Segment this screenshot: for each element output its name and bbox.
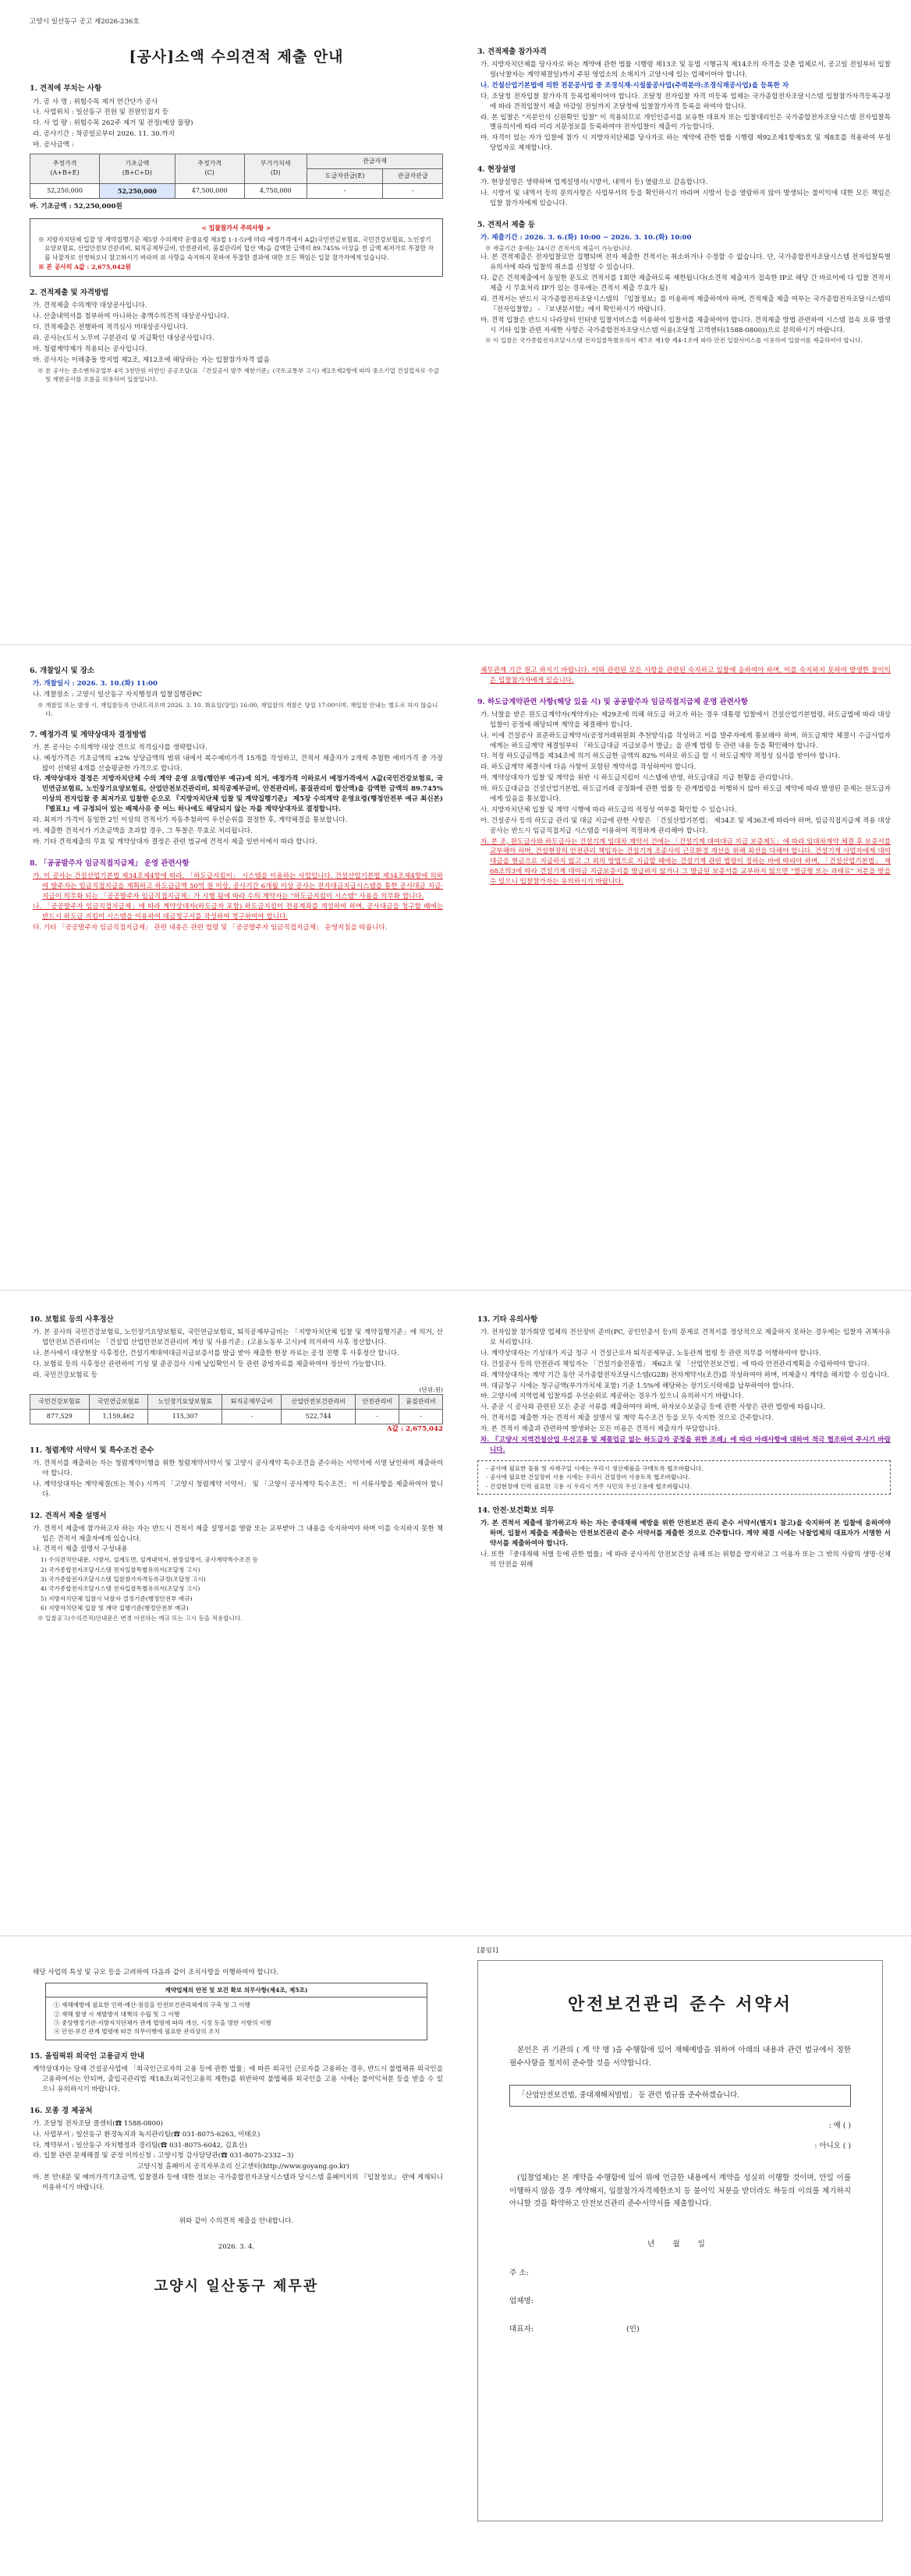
section-8-title: 8. 「공공발주자 임금직접지급제」 운영 관련사항 <box>30 858 190 868</box>
section-13-item: 사. 준공 시 공사와 관련된 모든 준공 서류를 제출하여야 하며, 하자보수보증금 등에 관한 사항은 관련 법령에 따릅니다. <box>480 1403 826 1412</box>
section-3-item: 가. 지방자치단체를 당사자로 하는 계약에 관한 법률 시행령 제13조 및 동법 시행규칙 제14조의 자격을 갖춘 업체로서, 공고일 전일부터 입찰일(낙찰자는 계약체결일)까지 주된 영업소의 소재지가 고양시에 있는 업체이어야 합니다. <box>480 61 891 79</box>
insurance-header: 퇴직공제부금비 <box>222 1394 282 1409</box>
company-row <box>509 2296 851 2307</box>
section-13-item: 다. 건설공사 등의 안전관리 책임자는 「건설기술진흥법」 제62조 및 「산업안전보건법」에 따라 안전관리계획을 수립하여야 합니다. <box>480 1360 870 1368</box>
section-7-item: 가. 본 공사는 수의계약 대상 견으로 적격심사를 생략합니다. <box>33 743 207 752</box>
section-5-item: 나. 본 견적제출은 전자입찰로만 집행되며 전자 제출한 견적서는 취소하거나 수정할 수 없습니다. 단, 국가종합전자조달시스템 전자입찰특별유의서에 따라 입찰의 취소를 신청할 수 있습니다. <box>480 253 891 272</box>
section-1-item: 나. 사업위치 : 일산동구 전원 및 전원인접지 등 <box>33 108 169 117</box>
section-10-item: 다. 보험료 등의 사후정산 관련하여 기성 및 준공검사 시에 납입확인서 등 관련 증빙자료를 제출하여야 정산이 가능합니다. <box>33 1360 387 1368</box>
page2-right-column <box>477 666 891 888</box>
price-cell: 47,500,000 <box>175 183 244 198</box>
section-8-item: 가. 이 공사는 건설산업기본법 제34조제4항에 따라, 「하도급지킴이」 시스템을 이용하는 사업입니다. 건설산업기본법 제34조제4항에 의하여 발주자는 임금직접지급을 계획하고 하도급금액 50억 원 이상, 공사기간 6개월 이상 공사는 전자대금지급시스템을 통한 공사대금 지급·지급이 의무화 되는 「공공발주자 임금직접지급제」가 시행 됨에 따라 수의 계약자는 "하도급지킴이 시스템" 사용을 의무화 합니다. <box>33 872 443 901</box>
notice-date: 2026. 3. 4. <box>218 2242 255 2251</box>
section-3-title: 3. 견적제출 참가자격 <box>477 48 547 56</box>
section-11-item: 가. 견적서를 제출하는 자는 청렴계약이행을 위한 청렴계약서약서 및 고양시 공사계약 특수조건을 준수하는 서약서에 서명 날인하여 제출하여야 합니다. <box>33 1459 443 1477</box>
section-3-item: 라. 본 입찰은 "지문인식 신원확인 입찰" 이 적용되므로 개인인증서를 보유한 대표자 또는 입찰대리인은 국가종합전자조달시스템 전자입찰특별유의서에 따라 미리 지문정보를 등록하여야 전자입찰이 제출이 가능합니다. <box>480 113 891 132</box>
section-7-item: 나. 예정가격은 기초금액의 ±2% 상당금액의 범위 내에서 복수예비가격 15개를 작성하고, 견적서 제출자가 2개씩 추첨한 예비가격 중 가장 많이 선택된 4개를 산술평균한 가격으로 합니다. <box>33 754 443 773</box>
insurance-cell: 522,744 <box>282 1409 356 1424</box>
section-9-item: 마. 계약상대자가 입찰 및 계약을 위반 시 하도급지킴이 시스템에 반영, 하도급대금 지급 현황을 관리합니다. <box>480 774 793 783</box>
price-cell: 52,250,000 <box>30 183 100 198</box>
insurance-header: 국민건강보험료 <box>30 1394 90 1409</box>
section-1-item: 가. 공 사 명 : 위험수목 제거 연간단가 공사 <box>33 97 158 106</box>
section-8-item: 나. 「공공발주자 임금직접지급제」에 따라 계약상대자(하도급자 포함) 하도급지킴이 전용계좌를 개설하여 하며, 공사대금을 청구할 때에는 반드시 하도급 지킴이 시스템을 이용하여 대금청구서를 작성하여 청구하여야 합니다. <box>33 903 443 922</box>
section-13-item: 마. 대금청구 시에는 청구금액(부가가치세 포함) 기준 1.5%에 해당하는 장기도시락세를 납부하여야 합니다. <box>480 1382 794 1390</box>
price-table-header: 추정가격 (C) <box>175 154 244 183</box>
page2-left-column <box>30 666 443 934</box>
pledge-paragraph-2: (입찰업체)는 본 계약을 수행함에 있어 위에 언급한 내용에서 계약을 성실히 이행할 것이며, 만일 이를 이행하지 않음 경우 계약해지, 입찰참가자격제한조치 등 불이익 처분을 받더라도 하등의 이의를 제기하지 아니할 것을 확약하고 안전보건관리 준수서약서를 제출합니다. <box>509 2173 851 2209</box>
section-2-item: 다. 견적제출은 전행하여 적격심사 미대상공사입니다. <box>33 324 189 332</box>
section-12-subitem: 6) 지방자치단체 입찰 및 계약 집행기준(행정안전부 예규) <box>41 1605 189 1612</box>
section-12-title: 12. 견적서 제출 설명서 <box>30 1511 107 1520</box>
page3-left-column <box>30 1315 443 1622</box>
unit-label: (단위:원) <box>419 1385 443 1393</box>
section-16-title: 16. 모종 경 제공처 <box>30 2106 93 2115</box>
pledge-yes-row <box>509 2121 851 2132</box>
section-12-subitem: 4) 국가종합전자조달시스템 전자입찰특별유의서(조달청 고시) <box>41 1585 200 1593</box>
section-10-title: 10. 보험료 등의 사후정산 <box>30 1315 114 1324</box>
section-12-subitem: 5) 지방자치단체 입찰시 낙찰자 결정기준(행정안전부 예규) <box>41 1594 193 1602</box>
pledge-yes-option[interactable]: : 예 ( ) <box>828 2121 851 2130</box>
section-2-item: 라. 공사는(도서 노무비 구분관리 및 지급확인 대상공사입니다. <box>33 334 214 343</box>
price-table <box>30 154 443 199</box>
insurance-cell: 1,159,462 <box>89 1409 148 1424</box>
price-cell: - <box>383 183 443 198</box>
base-price-summary: 바. 기초금액 : 52,250,000원 <box>30 202 122 211</box>
cooperation-line: - 건설현장에 인력 필요한 고용 시 우리시 거주 시민의 우선고용에 협조바랍니다. <box>486 1482 692 1490</box>
continued-text: 해당 사업의 특성 및 규모 등을 고려하여 다음과 같이 조치사항을 이행하여야 합니다. <box>33 1969 279 1976</box>
section-14-title: 14. 안전·보건확보 의무 <box>477 1506 555 1515</box>
table-row <box>30 183 443 198</box>
section-7-item: 바. 기타 견적제출의 무효 및 계약상대자 결정은 관련 법규에 견적서 제출 일반서에서 따라 합니다. <box>33 837 317 846</box>
section-3-item-text: 나. 건설산업기본법에 의한 전문공사업 중 조경식재·시설물공사업(주력분야:조경식재공사업)을 등록한 자 <box>480 81 789 90</box>
price-table-header: 기초금액 (B+C+D) <box>100 154 175 183</box>
section-1-item: 라. 공사기간 : 착공일로부터 2026. 11. 30.까지 <box>33 130 175 139</box>
insurance-table <box>30 1394 443 1424</box>
price-cell: - <box>307 183 383 198</box>
section-4-item: 가. 현장설명은 생략하며 업계설명서(시방서, 내역서 등) 열람으로 갈음합니다. <box>480 179 708 187</box>
safety-box-body <box>46 1997 427 2040</box>
bidder-caution-box <box>30 218 443 277</box>
insurance-cell: 877,529 <box>30 1409 90 1424</box>
section-12-note: ※ 입찰공고(수의견적)안내문은 변경 이전하는 예규 또는 고시 등을 적용합니다. <box>37 1614 243 1622</box>
a-value-sum: A값 : 2,675,042 <box>387 1424 443 1433</box>
insurance-cell: 115,307 <box>148 1409 222 1424</box>
contact-item: 다. 계약부서 : 일산동구 자치행정과 경리팀(☎ 031-8075-6042, 김효신) <box>33 2141 247 2150</box>
section-10-item: 나. 본사에서 대상현장 사후정산, 건설기계대여대금지급보증서를 발급 받아 제출한 현장 자료는 공정 진행 후 사후정산 합니다. <box>33 1349 399 1357</box>
section-10-item: 가. 본 공사의 국민건강보험료, 노인장기요양보험료, 국민연금보험료, 퇴직공제부금비는 「지방자치단체 입찰 및 계약집행기준」에 의거, 산업안전보건관리비는 「건설업 산업안전보건관리비 계상 및 사용기준」(고용노동부 고시)에 의거하여 사후 정산합니다. <box>33 1329 443 1346</box>
section-9-item: 가. 낙찰을 받은 원도급계약자(계약자)는 제29조에 의해 하도급 하고자 하는 경우 대통령 입찰에서 건설산업기본법령, 하도급법에 따라 대상 입찰이 공정에 해당되며 계약을 체결해야 합니다. <box>480 710 891 729</box>
section-13-item: 가. 전자입찰 참가희망 업체의 전산장비 준비(PC, 공인인증서 등)의 문제로 견적서를 정상적으로 제출하지 못하는 경우에는 입찰자 귀책사유로 처리합니다. <box>480 1329 891 1346</box>
caution-line: ※ 지방자치단체 입찰 및 계약집행기준 제5장 수의계약 운영요령 제3절 1-1-5)에 따라 예정가격에서 A값(국민연금보험료, 국민건강보험료, 노인장기요양보험료, 산업안전보건관리비, 퇴직공제부금비, 안전관리비, 품질관리비 합산 액)을 감액한 금액의 89.745% 이상을 전 금액 최저가로 투찰한 자를 낙찰자로 선정하오니 참고하시기 바라며 위 사항을 숙지하지 못하여 투찰한 결과에 대한 모든 책임은 입찰 참가자에게 있습니다. <box>38 235 434 261</box>
document-page-4 <box>0 1937 911 2576</box>
section-1-title: 1. 견적에 부치는 사항 <box>30 84 102 94</box>
section-1-item: 다. 사 업 량 : 위험수목 262주 제거 및 전정(예상 물량) <box>33 119 193 128</box>
section-5-note: ※ 제출기간 중에는 24시간 견적서의 제출이 가능합니다. <box>485 244 633 252</box>
section-7-item: 라. 최저가 가격이 동일한 2인 이상의 견적서가 자동추첨하여 우선순위를 결정한 후, 계약체결을 통보합니다. <box>33 816 348 825</box>
section-7-title: 7. 예정가격 및 계약상대자 결정방법 <box>30 730 147 739</box>
section-13-item: 나. 계약상대자는 기성대가 지급 청구 시 건설근로자 퇴직공제부금, 노동관계 법령 등 관련 의무를 이행하여야 합니다. <box>480 1349 821 1357</box>
insurance-header: 품질관리비 <box>399 1394 443 1409</box>
representative-label: 대표자: <box>509 2325 534 2334</box>
section-9-title: 9. 하도급계약관련 사항(해당 있을 시) 및 공공발주자 임금직접지급제 운영 관련사항 <box>477 697 748 706</box>
section-2-item: 마. 청렴계약제가 적용되는 공사입니다. <box>33 345 147 353</box>
section-3-item <box>477 81 891 91</box>
address-row <box>509 2268 851 2279</box>
insurance-header: 노인장기요양보험료 <box>148 1394 222 1409</box>
safety-obligation-line: ③ 중앙행정기관·지방자치단체가 관계 법령에 따라 개선, 시정 등을 명한 사항의 이행 <box>54 2019 271 2027</box>
section-2-title: 2. 견적제출 및 자격방법 <box>30 288 109 298</box>
company-field[interactable] <box>564 2296 851 2307</box>
section-9-item: 바. 하도급대금을 건설산업기본법, 하도급거래 공정화에 관한 법률 등 관계법령을 이행하지 않아 하도급 계약에 따라 발생된 문제는 원도급자에게 있음을 통보합니다. <box>480 785 891 804</box>
price-table-subheader: 도급자관급(E) <box>307 168 383 183</box>
section-12-subitem: 2) 국가종합전자조달시스템 전자입찰특별유의서(조달청 고시) <box>41 1566 200 1573</box>
section-11-item: 나. 계약상대자는 계약체결(또는 착수) 시까지 「고양시 청렴계약 서약서」 및 「고양시 공사계약 특수조건」 이 서류사항을 제출하여야 합니다. <box>33 1480 443 1499</box>
seal-mark: (인) <box>626 2325 640 2334</box>
pledge-paragraph-1: 본인은 귀 기관의 ( 계 약 명 )을 수행함에 있어 재해예방을 위하여 아래의 내용과 관련 법규에서 정한 필수사항을 철저히 준수할 것을 서약합니다. <box>509 2046 851 2068</box>
section-14-item: 가. 본 견적서 제출에 참가하고자 하는 자는 중대재해 예방을 위한 안전보건 관리 준수 서약서(별지1 참고)을 숙지하여 본 입찰에 응하여야 하며, 입찰서 제출을 제출하는 안전보건관리 준수 서약서를 제출한 것으로 간주합니다. 계약 체결 시에는 낙찰업체의 대표자가 서명한 서약서를 제출하여야 합니다. <box>480 1520 891 1548</box>
section-9-item: 사. 지방자치단체 입찰 및 계약 시행에 따라 하도급의 적정성 여부를 확인할 수 있습니다. <box>480 805 737 814</box>
section-2-note: ※ 본 공사는 중소벤처공업부 4억 3천만원 미만인 공공조달(표 『건설공사 발주 제한기준』(국토교통부 고시) 제2조제2항에 따라 중소기업 건설업자로 수급 및 제한공사를 오름을 허용하여 입찰입니다. <box>37 366 440 384</box>
contact-item: 가. 조달청 전자조달 콜센터(☎ 1588-0800) <box>33 2119 163 2128</box>
section-1-item: 마. 공사금액 : <box>33 141 74 150</box>
section-3-item: 마. 자격이 있는 자가 입찰에 참가 시 지방자치단체를 당사자로 하는 계약에 관한 법률 시행령 제92조제1항제5호 및 제8호를 적용하여 부정당업자로 제재합니다. <box>480 134 891 153</box>
section-13-highlight: 차. 『고양시 지역건설산업 우선고용 및 제품업금 없는 하도급자 공정을 위한 조례』에 따라 아래사항에 대하여 적극 협조하여 주시기 바랍니다. <box>480 1436 891 1454</box>
section-8-item: 다. 기타 「공공발주자 임금직접지급제」 관련 내용은 관련 법령 및 「공공발주자 임금직접지급제」 운영지침을 따릅니다. <box>33 924 388 932</box>
representative-field[interactable] <box>564 2324 851 2335</box>
safety-box-title: 계약업체의 안전 및 보건 확보 의무사항(제4조, 제5조) <box>46 1983 427 1997</box>
continued-text <box>477 666 891 686</box>
section-2-item: 나. 산출내역서를 첨부하여 아니하는 총액수의견적 대상공사입니다. <box>33 313 229 321</box>
section-9-item: 다. 적정 하도급금액을 제34조에 의거 하도급한 금액의 82% 이하로 하도급 할 시 하도급계약 적정성 심사를 받아야 합니다. <box>480 752 841 761</box>
safety-obligation-box <box>45 1983 427 2040</box>
section-6-item: 나. 개찰장소 : 고양시 일산동구 자치행정과 입찰집행관PC <box>33 691 203 699</box>
address-label: 주 소: <box>509 2268 529 2277</box>
section-7-item: 마. 제출한 견적서가 기초금액을 초과할 경우, 그 투찰은 무효로 처리됩니다. <box>33 826 253 835</box>
continued-text-content: 체무관계 기간 원고 하지기 바랍니다. 이와 관련된 모든 사항을 관련된 숙지하고 입찰에 응하여야 하며, 이를 숙지하지 못하여 발생한 불이익은 입찰참가자에게 있습니다. <box>480 667 891 685</box>
contact-item: 라. 입찰 관련 문제해결 및 공정 이의신청 : 고양시청 감사담당관(☎ 031-8075-2332~3) <box>33 2152 294 2160</box>
attachment-tag: [붙임1] <box>477 1947 498 1954</box>
section-13-item: 아. 견적서를 제출한 자는 견적서 제출 설명서 및 계약 특수조건 등을 모두 숙지한 것으로 간주합니다. <box>480 1414 774 1423</box>
section-12-item: 나. 견적서 제출 설명서 구성내용 <box>33 1545 128 1554</box>
section-5-item: 다. 같은 견적제출에서 동일한 문도로 견적서를 1회만 제출하도록 제한됩니다(소견적 제출자가 접속한 IP로 해당 간 바로이에 다 입찰 견적서 제출 시 무효처리 IP가 있는 경우에는 견적서 제출 무효가 됨) <box>480 274 891 292</box>
section-12-item: 가. 견적서 제출에 참가하고자 하는 자는 반드시 견적서 제출 설명서를 열람 또는 교부받아 그 내용을 숙지하여야 하며 이를 숙지하지 못한 책임은 견적서 제출자에게 있습니다. <box>33 1524 443 1543</box>
law-compliance-box: 「산업안전보건법, 중대재해처벌법」 등 관련 법규를 준수하겠습니다. <box>509 2085 851 2107</box>
section-5-title: 5. 견적서 제출 등 <box>477 220 535 229</box>
document-page-3 <box>0 1291 911 1937</box>
section-2-item: 가. 견적제출 수의계약 대상공사입니다. <box>33 302 147 310</box>
caution-line-avalue: ※ 본 공사의 A값 : 2,675,042원 <box>38 263 131 271</box>
page1-right-column <box>477 47 891 345</box>
document-title: [공사]소액 수의견적 제출 안내 <box>129 48 344 65</box>
price-cell: 4,750,000 <box>244 183 307 198</box>
section-5-item: 마. 견적 입찰은 반드시 나라장터 인터넷 입찰서비스를 이용하여 입찰서를 제출하여야 합니다. 견적제출 방법 관련하여 시스템 접속 오류 발생 시 기타 입찰 관련 자세한 사항은 국가종합전자조달시스템 이용(조달청 고객센터(1588-0800))으로 문의하시기 바랍니다. <box>480 316 891 334</box>
section-9-item: 나. 이에 건설공사 표준하도급계약서(공정거래위원회 추천양식)를 작성하고 이를 발주자에게 통보해야 하며, 하도급계약 체결시 수급사업자에게는 하도급계약 체결일부터 『하도급대금 지급보증서 발급』을 관계 법령 등 관련 내용 등을 확인해야 합니다. <box>480 731 891 750</box>
section-9-item-text: 자. 본 조, 원도급사와 하도급사는 건설기계 임대차 계약서 건에는 「건설기계 대여대금 지급 보증제도」에 따라 임대차계약 체결 후 보증서를 교부해야 하며, 건설현장의 안전관리 책임자는 건설기계 조종사의 근로환경 개선을 위해 최선을 다해야 합니다. 건설기계 사업자에게 대여대금을 현금으로 지급하지 않고 그 외의 방법으로 지급할 때에는 건설기계 관련 법령이 정하는 바에 따라야 하며, 「건설산업기본법」 제68조의3에 따라 건설기계 대여금 지급보증서를 발급하지 않거나 그 발급된 보증서를 교부하지 않으면 "벌금형 또는 과태료" 처분을 받을 수 있으니 입찰참가자는 유의하시기 바랍니다. <box>480 837 891 886</box>
section-11-title: 11. 청렴계약 서약서 및 특수조건 준수 <box>30 1445 154 1455</box>
page3-right-column <box>477 1315 891 1571</box>
section-4-item: 나. 시방서 및 내역서 등의 문의사항은 사업부서의 등을 확인하시기 바라며 시방서 등을 열람하지 않아 발생되는 불이익에 대한 모든 책임은 입찰 참가자에게 있습니다. <box>480 189 891 208</box>
contact-item: 나. 사업부서 : 일산동구 환경녹지과 녹지관리팀(☎ 031-8075-6263, 이태오) <box>33 2130 261 2139</box>
representative-row <box>509 2324 851 2335</box>
insurance-cell: - <box>222 1409 282 1424</box>
price-table-subheader: 관급자관급 <box>383 168 443 183</box>
document-page-2 <box>0 646 911 1291</box>
section-5-note: ※ 이 입찰은 국가종합전자조달시스템 전자입찰특별유의서 제7조 제1항 제4-1조에 따라 안전 입찰서비스를 이용하여 입찰서를 제출하여야 합니다. <box>485 337 863 345</box>
section-9-item: 아. 건설공사 등의 하도급 관리 및 대금 지급에 관한 사항은 「건설산업기본법」 제34조 및 제36조에 따라야 하며, 임금직접지급제 적용 대상 공사는 반드시 임금직접지급 시스템을 이용하여 적정하게 관리해야 합니다. <box>480 816 891 835</box>
price-table-header: 추정가격 (A+B+E) <box>30 154 100 183</box>
page4-left-column <box>30 1968 443 2297</box>
section-12-subitem: 3) 국가종합전자조달시스템 입찰참가자격등록규정(조달청 고시) <box>41 1576 206 1583</box>
opening-datetime: 가. 개찰일시 : 2026. 3. 10.(화) 11:00 <box>33 680 158 688</box>
pledge-form-title: 안전보건관리 준수 서약서 <box>567 1994 793 2015</box>
cooperation-line: - 공사에 필요한 건설장비 사용 시에는 우리시 건설장비 사용토록 협조바랍니다. <box>486 1474 690 1481</box>
section-7-item: 다. 계약상대자 결정은 지방자치단체 수의 계약 운영 요령(행안부 예규)에 의거, 예정가격 이하로서 예정가격에서 A값(국민건강보험료, 국민연금보험료, 노인장기요양보험료, 산업안전보건관리비, 퇴직공제부금비, 안전관리비, 품질관리비 합산액)을 감액한 금액의 89.745% 이상의 전자입찰 중 최저가로 입찰한 순으로 『지방자치단체 입찰 및 계약집행기준』 제5장 수의계약 운영요령(행정안전부 예규 최신본) 『별표1』에 규정되어 있는 배제사유 중 어느 하나에도 해당되지 않는 자를 계약상대자로 결정합니다. <box>33 775 443 814</box>
section-13-item: 라. 계약상대자는 계약 기간 동안 국가종합전자조달시스템(G2B) 전자계약서(조건)를 작성하여야 하며, 미제출시 계약을 해지할 수 있습니다. <box>480 1371 890 1379</box>
section-13-item: 바. 고양시에 지역업체 입찰자를 우선순위로 제공하는 경우가 있으니 유의하시기 바랍니다. <box>480 1392 744 1401</box>
safety-obligation-line: ④ 안전·보건 관계 법령에 따른 의무이행에 필요한 관리상의 조치 <box>54 2028 220 2036</box>
address-field[interactable] <box>564 2268 851 2279</box>
insurance-cell: - <box>399 1409 443 1424</box>
section-5-item: 라. 견적서는 반드시 국가종합전자조달시스템의 『입찰정보』를 이용하여 제출하여야 하며, 견적제출 제출 여부는 국가종합전자조달시스템의 『전자입찰함』 - 『보낸문서함』에서 확인하시기 바랍니다. <box>480 295 891 313</box>
pledge-no-option[interactable]: : 아니오 ( ) <box>814 2141 851 2150</box>
cooperation-line: - 공사에 필요한 물품 및 자재구입 시에는 우리시 생산제품을 구매토록 협조바랍니다. <box>486 1464 704 1472</box>
section-4-title: 4. 현장설명 <box>477 165 516 175</box>
section-2-item: 바. 공사지는 이해충돌 방지법 제2조, 제12조에 해당하는 자는 입찰참가자격 없음 <box>33 356 270 364</box>
page1-left-column <box>30 0 443 384</box>
section-13-item: 자. 본 견적서 제출과 관련하여 발생하는 모든 비용은 견적서 제출자가 부담합니다. <box>480 1425 720 1434</box>
section-3-item: 다. 조달청 전자입찰 참가자격 등록업체이어야 합니다. 조달청 전자입찰 자격 미등록 업체는 국가종합전자조달시스템 입찰참가자격등록규정에 따라 견적입찰서 제출 마감일 전일까지 조달청에 입찰참가자격 등록을 하여야 합니다. <box>480 92 891 111</box>
section-15-text: 계약상대자는 당해 건설공사업에 「외국인근로자의 고용 등에 관한 법률」에 따른 외국인 근로자를 고용하는 경우, 반드시 불법체류 외국인을 고용하여서는 안되며, 출입국관리법 제18조(외국인고용의 제한)를 위반하여 불법체류 외국인을 고용 시에는 불이익처분 등을 받을 수 있으니 유의하시기 바랍니다. <box>33 2065 443 2093</box>
document-page-1 <box>0 0 911 646</box>
notice-number: 고양시 일산동구 공고 제2026-236호 <box>30 18 140 26</box>
section-14-item: 나. 또한 『중대재해 처벌 등에 관한 법률』에 따라 공사자의 안전보건상 유해 또는 위험을 방지하고 그 이용자 또는 그 밖의 사람의 생명·신체의 안전을 위해 <box>480 1550 891 1569</box>
section-13-title: 13. 기타 유의사항 <box>477 1315 538 1324</box>
price-cell-base: 52,250,000 <box>100 183 175 198</box>
section-15-title: 15. 올림픽위 외국인 고용금지 안내 <box>30 2051 145 2061</box>
insurance-header: 산업안전보건관리비 <box>282 1394 356 1409</box>
price-table-header: 관급자재 <box>307 154 442 168</box>
company-label: 업체명: <box>509 2297 534 2306</box>
contact-item: 마. 본 안내문 및 예비가격기초금액, 입찰결과 등에 대한 정보는 국가종합전자조달시스템과 당시스템 홈페이지의 『입찰정보』 란에 게재되니 이용하시기 바랍니다. <box>33 2174 443 2192</box>
safety-obligation-line: ② 재해 발생 시 재발방지 대책의 수립 및 그 이행 <box>54 2010 180 2018</box>
submission-period: 가. 제출기간 : 2026. 3. 6.(화) 10:00 ~ 2026. 3. 10.(화) 10:00 <box>480 234 692 242</box>
local-cooperation-box <box>477 1460 891 1495</box>
insurance-header: 국민연금보험료 <box>89 1394 148 1409</box>
issuer-signature: 고양시 일산동구 제무관 <box>154 2277 319 2295</box>
caution-box-title: < 입찰참가서 주의사항 > <box>201 224 271 232</box>
section-12-subitem: 1) 수의견적안내문, 시방서, 설계도면, 설계내역서, 현장설명서, 공사계약특수조건 등 <box>41 1556 258 1564</box>
price-table-header: 부가가치세 (D) <box>244 154 307 183</box>
insurance-header: 안전관리비 <box>356 1394 399 1409</box>
pledge-no-row <box>509 2141 851 2152</box>
section-10-item: 라. 국민건강보험료 등 <box>33 1371 97 1379</box>
section-9-item: 라. 하도급계약 체결시에 다음 사항이 포함된 계약서를 작성하여야 합니다. <box>480 763 697 772</box>
contact-item: 고양시청 홈페이지 공직자부조리 신고센터(http://www.goyang.go.kr) <box>137 2163 349 2171</box>
pledge-date-field[interactable]: 년 월 일 <box>647 2240 713 2249</box>
insurance-cell: - <box>356 1409 399 1424</box>
section-6-title: 6. 개찰일시 및 장소 <box>30 667 94 675</box>
section-9-item <box>477 837 891 887</box>
table-row <box>30 1409 443 1424</box>
safety-pledge-form <box>477 1960 883 2521</box>
safety-obligation-line: ① 재해예방에 필요한 인력·예산·점검을 안전보건관리체계의 구축 및 그 이행 <box>54 2001 250 2009</box>
closing-text: 위와 같이 수의견적 제출을 안내합니다. <box>179 2217 294 2225</box>
section-6-note: ※ 개찰일 또는 발생 시, 재입찰등록 안내드리오며 2026. 3. 10. 화요일(당일) 16:00, 재입찰의 개찰은 당일 17:00이며, 재입찰 안내는 별도로 하지 않습니다. <box>37 701 438 718</box>
